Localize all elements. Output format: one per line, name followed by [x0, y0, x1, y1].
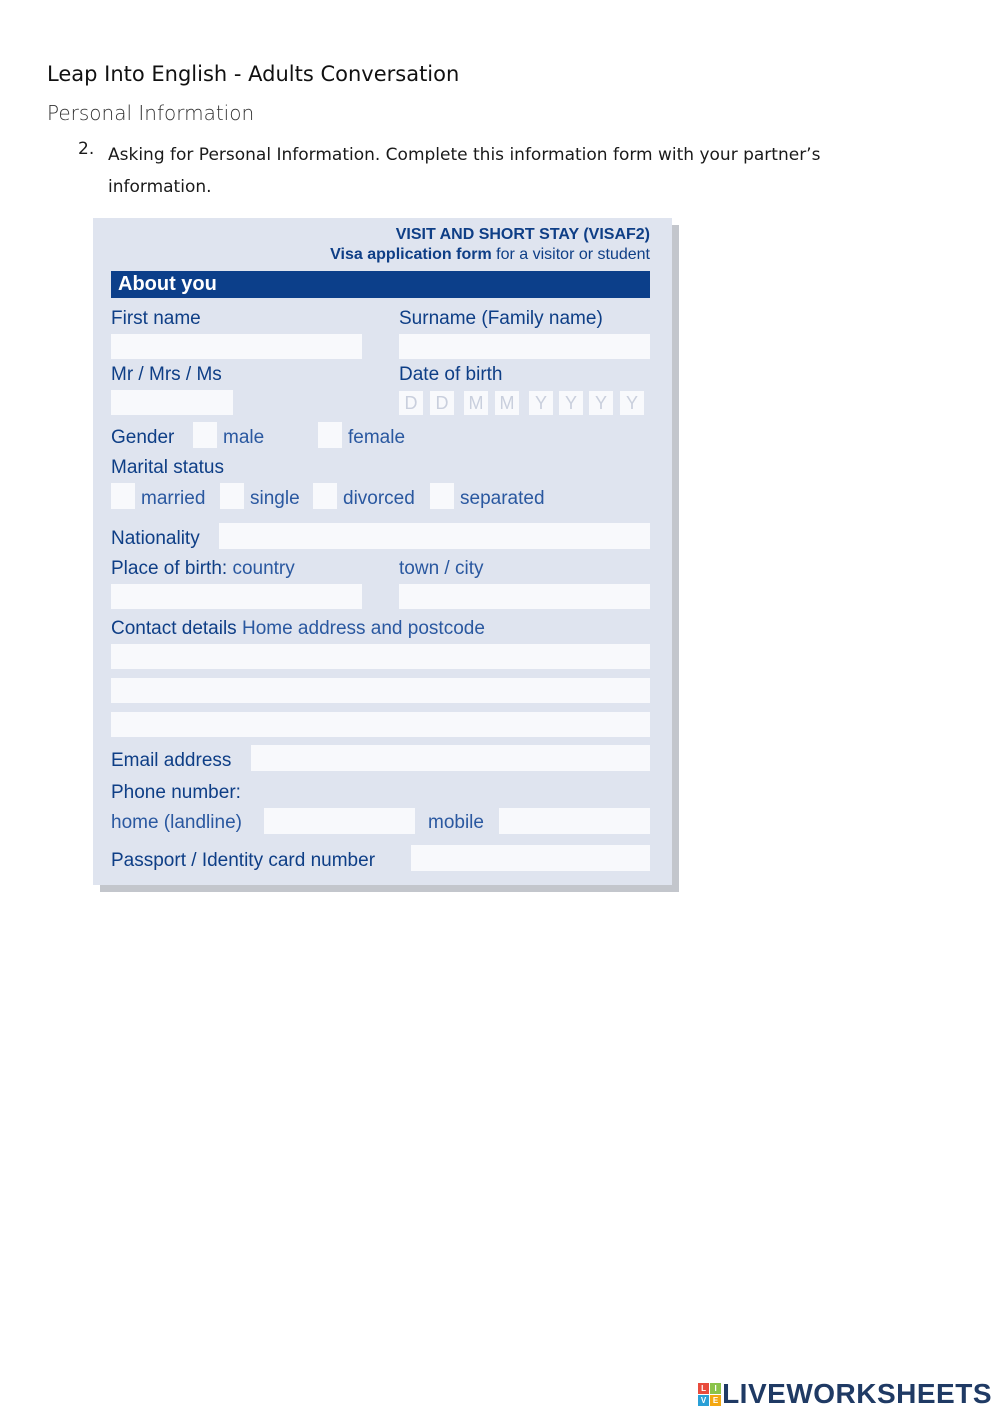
document-title: Leap Into English - Adults Conversation — [47, 62, 460, 86]
title-label: Mr / Mrs / Ms — [111, 364, 222, 385]
town-city-label: town / city — [399, 558, 484, 579]
married-label: married — [141, 488, 206, 509]
gender-female-checkbox[interactable] — [318, 422, 342, 448]
contact-details-sub: Home address and postcode — [241, 618, 485, 639]
logo-mark-i: I — [710, 1383, 721, 1394]
separated-label: separated — [460, 488, 545, 509]
home-landline-label: home (landline) — [111, 812, 242, 833]
section-title: About you — [118, 273, 217, 295]
date-of-birth-label: Date of birth — [399, 364, 503, 385]
address-line-1-field[interactable] — [111, 644, 650, 669]
gender-female-label: female — [348, 427, 406, 448]
gender-label: Gender — [111, 427, 175, 448]
divorced-label: divorced — [343, 488, 415, 509]
liveworksheets-logo — [698, 1376, 992, 1412]
section-bar-about-you — [111, 271, 650, 298]
gender-male-checkbox[interactable] — [193, 422, 217, 448]
dob-month-1[interactable]: M — [464, 391, 488, 415]
form-header-subtitle-bold: Visa application form — [330, 246, 492, 263]
first-name-label: First name — [111, 308, 201, 329]
dob-year-3[interactable]: Y — [589, 391, 613, 415]
address-line-3-field[interactable] — [111, 712, 650, 737]
contact-details-title: Contact details — [111, 618, 237, 639]
mobile-field[interactable] — [499, 808, 650, 834]
liveworksheets-logo-icon — [698, 1383, 720, 1405]
mobile-label: mobile — [428, 812, 484, 833]
form-header-subtitle — [330, 246, 650, 264]
dob-day-1[interactable]: D — [399, 391, 423, 415]
passport-number-label: Passport / Identity card number — [111, 850, 376, 871]
place-of-birth-label — [111, 558, 295, 580]
first-name-field[interactable] — [111, 334, 362, 359]
place-of-birth-country-label: country — [227, 558, 295, 579]
gender-male-label: male — [223, 427, 265, 448]
married-checkbox[interactable] — [111, 483, 135, 509]
liveworksheets-logo-text: LIVEWORKSHEETS — [722, 1378, 992, 1409]
contact-details-label — [111, 618, 485, 640]
address-line-2-field[interactable] — [111, 678, 650, 703]
separated-checkbox[interactable] — [430, 483, 454, 509]
logo-mark-e: E — [710, 1395, 721, 1406]
document-subtitle: Personal Information — [47, 101, 255, 125]
country-of-birth-field[interactable] — [111, 584, 362, 609]
surname-field[interactable] — [399, 334, 650, 359]
title-field[interactable] — [111, 390, 233, 415]
place-of-birth-label-bold: Place of birth: — [111, 558, 228, 579]
nationality-field[interactable] — [219, 523, 650, 549]
single-checkbox[interactable] — [220, 483, 244, 509]
dob-year-2[interactable]: Y — [559, 391, 583, 415]
single-label: single — [250, 488, 300, 509]
form-header-title: VISIT AND SHORT STAY (VISAF2) — [395, 226, 650, 243]
nationality-label: Nationality — [111, 528, 200, 549]
phone-number-label: Phone number: — [111, 782, 241, 803]
passport-number-field[interactable] — [411, 845, 650, 871]
dob-year-4[interactable]: Y — [620, 391, 644, 415]
logo-mark-v: V — [698, 1395, 709, 1406]
logo-mark-l: L — [698, 1383, 709, 1394]
form-header-subtitle-rest: for a visitor or student — [491, 246, 650, 263]
divorced-checkbox[interactable] — [313, 483, 337, 509]
question-text: Asking for Personal Information. Complete this information form with your partner’s information. — [108, 145, 821, 197]
visa-application-form — [93, 218, 672, 885]
surname-label: Surname (Family name) — [399, 308, 603, 329]
home-landline-field[interactable] — [264, 808, 415, 834]
dob-year-1[interactable]: Y — [529, 391, 553, 415]
email-address-label: Email address — [111, 750, 232, 771]
question-number: 2. — [78, 139, 95, 159]
marital-status-label: Marital status — [111, 457, 224, 478]
dob-month-2[interactable]: M — [495, 391, 519, 415]
dob-day-2[interactable]: D — [430, 391, 454, 415]
town-city-field[interactable] — [399, 584, 650, 609]
email-address-field[interactable] — [251, 745, 650, 771]
